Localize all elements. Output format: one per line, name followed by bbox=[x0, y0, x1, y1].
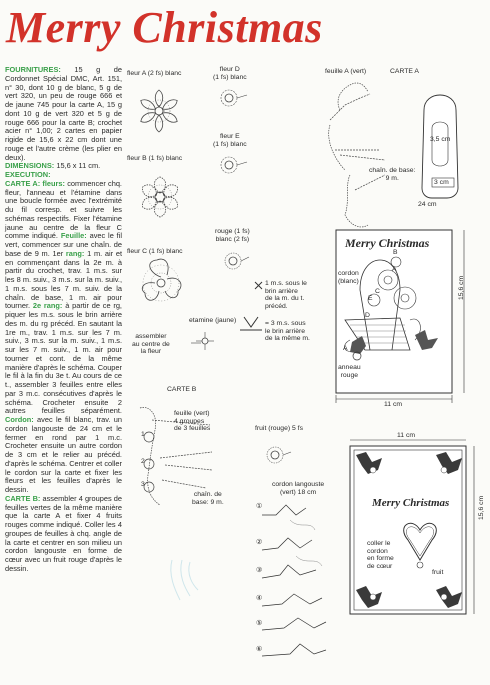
rouge-ring-diagram bbox=[225, 253, 249, 269]
cordon-step-6: ⑥ bbox=[256, 646, 263, 653]
etamine-diagram bbox=[191, 332, 214, 350]
flower-c-diagram bbox=[142, 259, 181, 301]
card-b-height: 15,6 cm bbox=[478, 495, 485, 520]
cordon-step-2: ② bbox=[256, 539, 263, 546]
flower-e-label: fleur E (1 fs) blanc bbox=[213, 133, 247, 148]
etamine-label: etamine (jaune) bbox=[189, 317, 237, 324]
legend-v-text: = 3 m.s. sous le brin arrière de la même m. bbox=[265, 320, 310, 342]
dim-35-label: 3,5 cm bbox=[430, 136, 451, 143]
card-a-letter-a2: A bbox=[343, 345, 348, 352]
carte-a-heading: CARTE A: fleurs: bbox=[5, 178, 65, 188]
card-a-letter-c: C bbox=[375, 288, 380, 295]
card-a-script: Merry Christmas bbox=[345, 236, 430, 250]
carte-b-label: CARTE B bbox=[167, 386, 197, 393]
card-b-width: 11 cm bbox=[397, 432, 416, 439]
card-b-script: Merry Christmas bbox=[372, 497, 450, 509]
fruit-label: fruit (rouge) 5 fs bbox=[255, 425, 303, 432]
feuille-vert-label: feuille (vert) 4 groupes de 3 feuilles bbox=[174, 410, 211, 432]
feuille-heading: Feuille: bbox=[60, 231, 87, 241]
dim-24-label: 24 cm bbox=[418, 201, 437, 208]
assembler-label: assembler au centre de la fleur bbox=[132, 333, 170, 355]
dim-3-label: 3 cm bbox=[434, 179, 449, 186]
page-title: Merry Christmas bbox=[6, 3, 323, 52]
carte-a-label: CARTE A bbox=[390, 68, 419, 75]
leaf-group-number-2: 2 bbox=[141, 458, 145, 465]
card-b-fruit-label: fruit bbox=[432, 569, 444, 576]
cordon-steps-diagram bbox=[262, 505, 326, 656]
chain-base-a-label: chaîn. de base: 9 m. bbox=[369, 167, 416, 182]
card-a-letter-e: E bbox=[368, 295, 373, 302]
card-a-letter-a: A bbox=[392, 266, 397, 273]
cordon-heading: Cordon: bbox=[5, 415, 34, 424]
cordon-step-3: ③ bbox=[256, 567, 263, 574]
carte-b-heading: CARTE B: bbox=[5, 493, 41, 503]
feuille-text: avec le fil vert, commencer sur une chaîn. de base de 9 m. 1er bbox=[5, 231, 122, 258]
flower-e-diagram bbox=[221, 157, 247, 173]
rang2-heading: 2e rang: bbox=[32, 301, 63, 311]
leaf-a-diagram bbox=[329, 83, 385, 227]
flower-d-diagram bbox=[221, 90, 247, 106]
fournitures-text: 15 g de Cordonnet Spécial DMC, Art. 151, n° 30, dont 10 g de blanc, 5 g de vert 320, un peu de rouge 666 et de jaune 745 pour la carte A, 15 g dont 10 g de vert 320 et 5 g de rouge 666 pour la carte B; crochet acier n° 1,00; 2 cartes en papier rigide de 15,6 x 22 cm dont une rouge et l'autre crème (les plier en deux). bbox=[5, 65, 122, 162]
cordon-step-5: ⑤ bbox=[256, 620, 263, 627]
leaf-a-label: feuille A (vert) bbox=[325, 68, 367, 75]
rang1-text: 1 m. air et en commençant dans la 2e m. à partir du crochet, trav. 1 m.s. sur les 8 m. suiv., 3 m.s. sur la m. suiv., 1 m.s. sous les 7 m. suiv. de la chaîn. de base, 1 m. air pour tourner. bbox=[5, 248, 123, 311]
legend-symbols bbox=[240, 282, 262, 330]
carte-a-text: commencer chq. fleur, l'anneau et l'étamine dans une boucle formée avec l'extrémité du fil corresp. et suivre les schémas respectifs. Fixer l'étamine jaune au centre de la fleur C comme indiqué. bbox=[5, 178, 122, 241]
card-b-coller-label: coller le cordon en forme de cœur bbox=[367, 540, 394, 570]
rang2-text: à partir de ce rg, piquer les m.s. sous le brin arrière des m. du rg précéd. En sautant la 1re m., trav. 1 m.s. sur les 7 m. suiv., 3 m.s. sur la m. suiv., 1 m.s. sur les 7 m. suiv., 1 m. air pour tourner et cont. de la même manière d'après le schéma. Couper le fil à la fin du 3e t. Au cours de ce t., assembler 3 feuilles entre elles par 3 m.c. consécutives d'après le schéma. Crocheter ensuite 2 autres feuilles séparément. bbox=[5, 301, 122, 416]
cordon-langouste-label: cordon langouste (vert) 18 cm bbox=[272, 481, 325, 496]
leaf-group-number-3: 3 bbox=[141, 481, 145, 488]
fournitures-heading: FOURNITURES: bbox=[5, 65, 61, 74]
card-a-letter-d: D bbox=[365, 312, 370, 319]
flower-c-label: fleur C (1 fs) blanc bbox=[127, 248, 183, 255]
card-a-height: 15,6 cm bbox=[458, 275, 465, 300]
flower-b-diagram bbox=[140, 177, 180, 217]
chain-base-b-label: chaîn. de base: 9 m. bbox=[192, 491, 224, 506]
cordon-step-4: ④ bbox=[256, 595, 263, 602]
dimensions-text: 15,6 x 11 cm. bbox=[56, 161, 101, 171]
flower-a-label: fleur A (2 fs) blanc bbox=[127, 70, 182, 77]
rang1-heading: rang: bbox=[65, 248, 85, 258]
card-b-illustration bbox=[350, 440, 474, 614]
leaf-group-number-1: 1 bbox=[141, 431, 145, 438]
rouge-label: rouge (1 fs) blanc (2 fs) bbox=[215, 228, 250, 243]
dimensions-heading: DIMENSIONS: bbox=[5, 161, 55, 171]
execution-heading: EXECUTION: bbox=[5, 170, 51, 179]
cordon-step-1: ① bbox=[256, 503, 263, 510]
flower-a-diagram bbox=[139, 90, 179, 132]
watermark-smudge bbox=[171, 560, 198, 600]
flower-b-label: fleur B (1 fs) blanc bbox=[127, 155, 183, 162]
fruit-diagram bbox=[267, 447, 291, 463]
card-a-cordon-label: cordon (blanc) bbox=[338, 270, 359, 285]
cordon-text: avec le fil blanc, trav. un cordon langouste de 24 cm et le fermer en rond par 1 m.c. Crocheter ensuite un autre cordon de 3 cm et le relier au précéd. d'après le schéma. Centrer et coller le cordon sur la carte et fixer les fleurs et les feuilles d'après le dessin. bbox=[5, 415, 123, 494]
carte-b-text: assembler 4 groupes de feuilles vertes de la même manière que la carte A et fixer 4 fruits rouges comme indiqué. Coller les 4 groupes de feuilles à chq. angle de la carte et centrer en son milieu un cordon langouste en forme de cœur avec un fruit rouge d'après le dessin. bbox=[5, 493, 122, 573]
legend-x-text: 1 m.s. sous le brin arrière de la m. du t. précéd. bbox=[265, 280, 307, 310]
flower-d-label: fleur D (1 fs) blanc bbox=[213, 66, 247, 81]
card-a-letter-b: B bbox=[393, 249, 398, 256]
card-a-width: 11 cm bbox=[384, 401, 403, 408]
card-a-anneau-label: anneau rouge bbox=[338, 364, 361, 379]
